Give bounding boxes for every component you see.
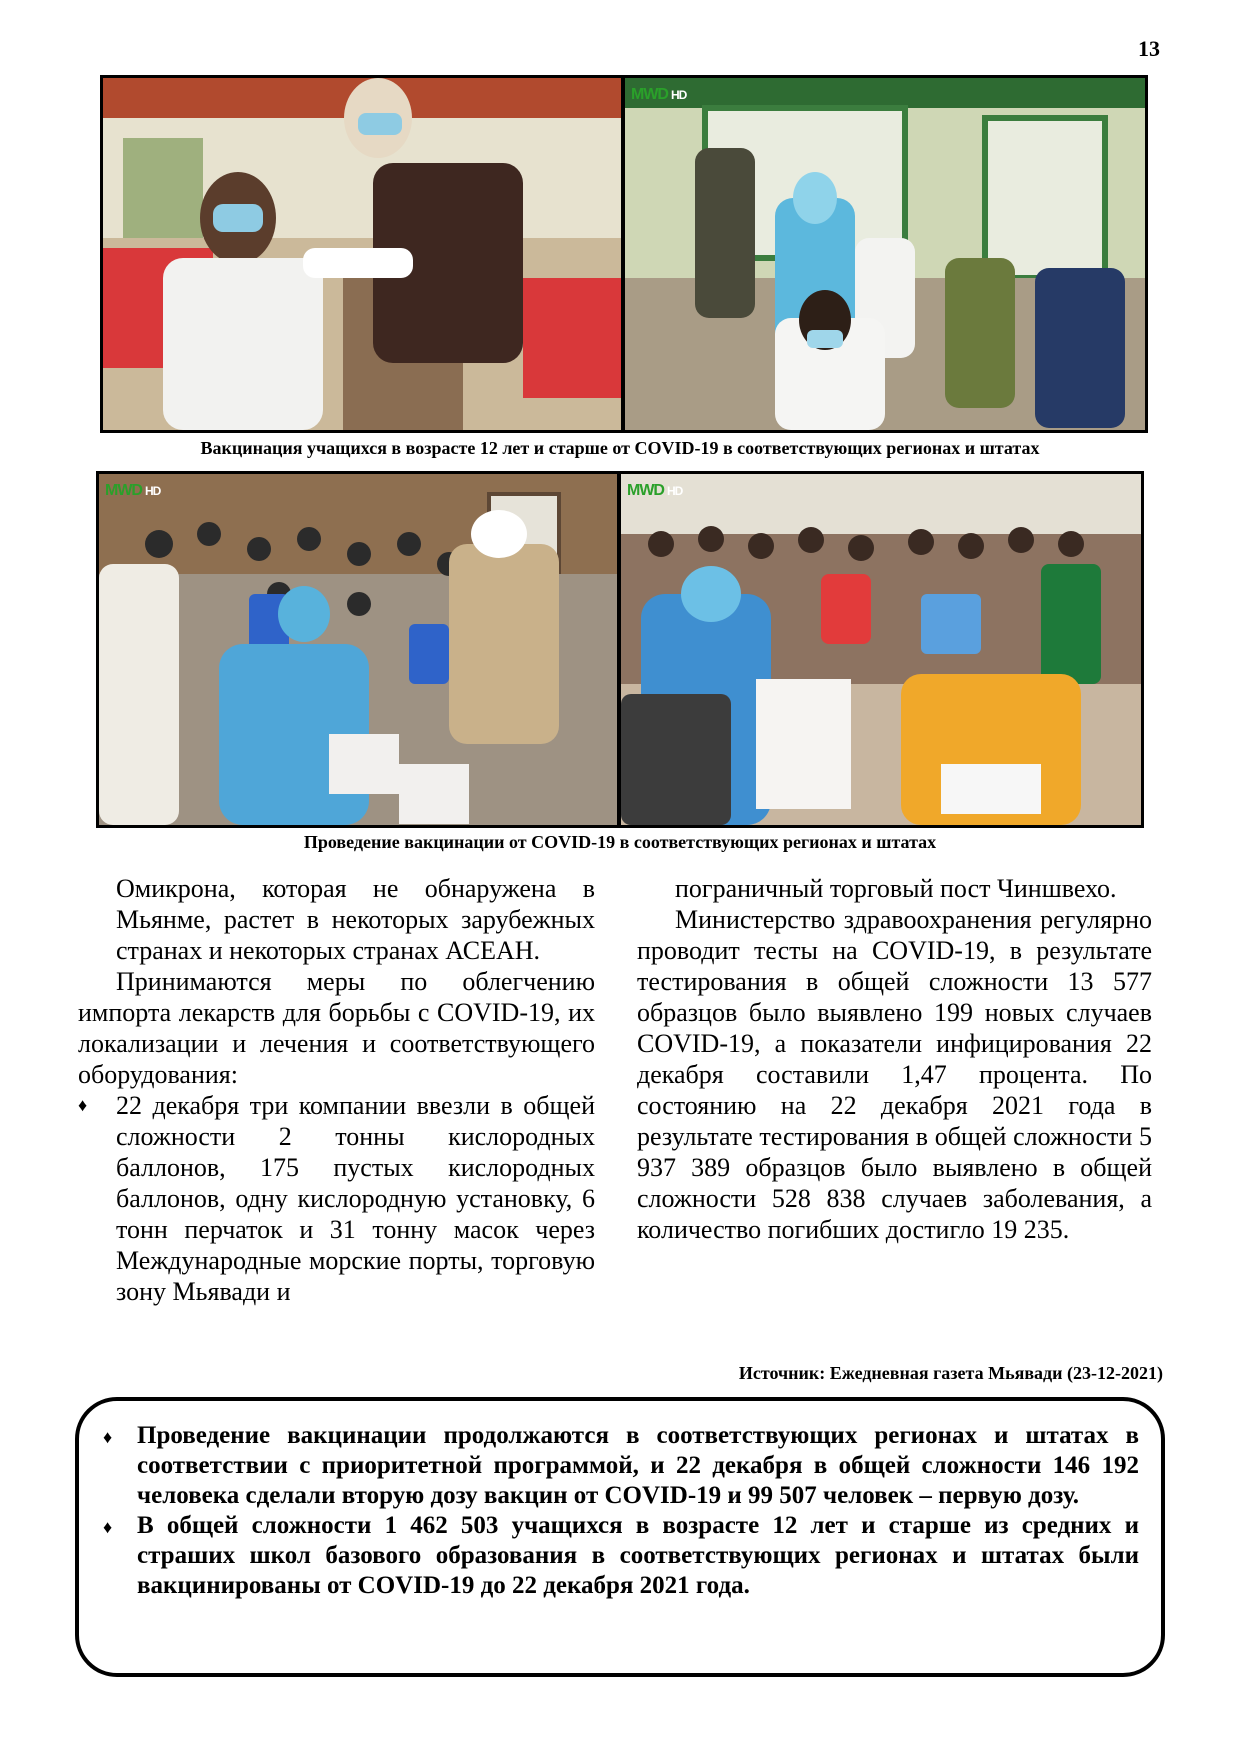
photo-caption-top: Вакцинация учащихся в возрасте 12 лет и старше от COVID-19 в соответствующих регионах и штатах [200,438,1040,458]
photo-vaccination-hall-2 [618,471,1144,828]
channel-logo: MWD HD [105,482,161,499]
photo-scene [621,474,1141,825]
photo-caption-bottom: Проведение вакцинации от COVID-19 в соответствующих регионах и штатах [303,832,937,852]
article-paragraph: Министерство здравоохранения регулярно проводит тесты на COVID-19, в результате тестирования в общей сложности 13 577 образцов было выявлено 199 новых случаев COVID-19, а показатели инфицирования 22 декабря составили 1,47 процента. По состоянию на 22 декабря 2021 года в результате тестирования в общей сложности 5 937 389 образцов было выявлено в общей сложности 528 838 случаев заболевания, а количество погибших достигло 19 235. [637,905,1152,1244]
photo-scene [103,78,621,430]
import-list [78,1090,595,1307]
summary-item: ♦ В общей сложности 1 462 503 учащихся в возрасте 12 лет и старше из средних и страших школ базового образования в соответствующих регионах и штатах были вакцинированы от COVID-19 до 22 декабря 2021 года. [103,1512,1139,1599]
article-paragraph: Омикрона, которая не обнаружена в Мьянме, растет в некоторых зарубежных странах и некоторых странах АСЕАН. [116,874,595,965]
bullet-diamond-icon: ♦ [78,1095,88,1115]
bullet-diamond-icon: ♦ [103,1517,113,1537]
photo-student-vaccination-1 [100,75,624,433]
bullet-diamond-icon: ♦ [103,1427,113,1447]
article-right-column [637,873,1152,1245]
article-left-column [78,873,595,1307]
page-number: 13 [1138,36,1160,61]
photo-scene [99,474,617,825]
photo-vaccination-hall-1 [96,471,620,828]
article-source: Источник: Ежедневная газета Мьявади (23-12-2021) [738,1363,1163,1383]
summary-list [79,1401,1161,1601]
article-paragraph: Принимаются меры по облегчению импорта лекарств для борьбы с COVID-19, их локализации и лечения и соответствующего оборудования: [78,967,595,1089]
channel-logo: MWD HD [631,86,687,103]
photo-scene [625,78,1145,430]
summary-box [75,1397,1165,1677]
summary-item: ♦ Проведение вакцинации продолжаются в соответствующих регионах и штатах в соответствии с приоритетной программой, и 22 декабря в общей сложности 146 192 человека сделали вторую дозу вакцин от COVID-19 и 99 507 человек – первую дозу. [103,1422,1139,1509]
list-item: ♦ 22 декабря три компании ввезли в общей сложности 2 тонны кислородных баллонов, 175 пустых кислородных баллонов, одну кислородную установку, 6 тонн перчаток и 31 тонну масок через Международные морские порты, торговую зону Мьявади и [78,1091,595,1306]
channel-logo: MWD HD [627,482,683,499]
photo-student-vaccination-2 [622,75,1148,433]
article-paragraph: пограничный торговый пост Чиншвехо. [675,874,1117,903]
